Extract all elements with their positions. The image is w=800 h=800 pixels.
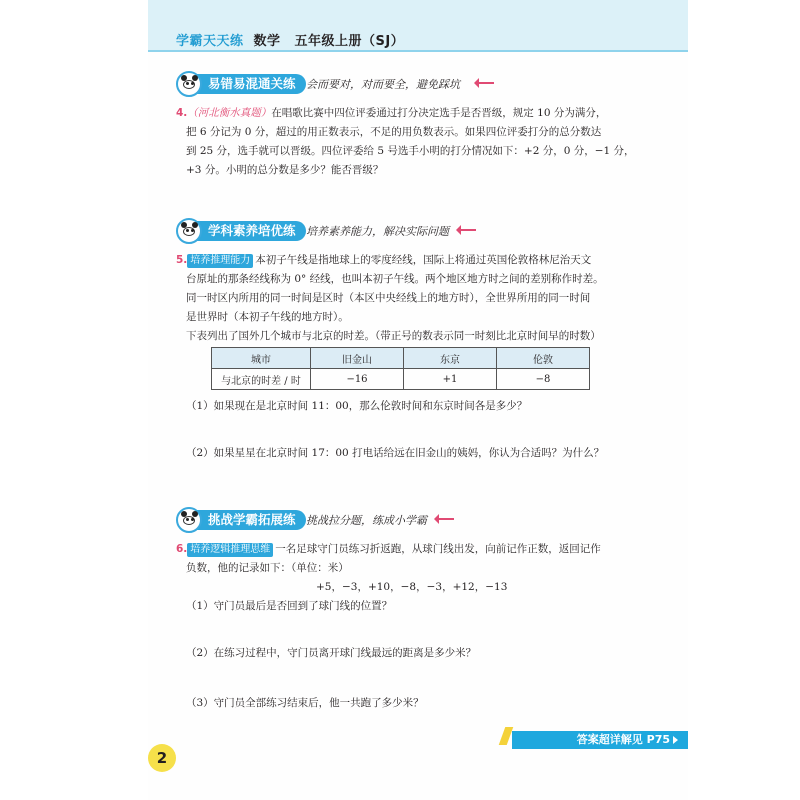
sub-question: （2）在练习过程中，守门员离开球门线最远的距离是多少米？: [186, 647, 477, 659]
table-cell: −8: [497, 369, 590, 390]
question-text-line: 本初子午线是指地球上的零度经线，国际上将通过英国伦敦格林尼治天文: [255, 254, 592, 266]
section-slogan: 挑战拉分题，练成小学霸: [306, 514, 427, 527]
question-text-line: 同一时区内所用的同一时间是区时（本区中央经线上的地方时），全世界所用的同一时间: [186, 292, 591, 304]
table-header-cell: 伦敦: [497, 348, 590, 369]
question-text-line: 是世界时（本初子午线的地方时）。: [186, 311, 349, 323]
section-title: 挑战学霸拓展练: [190, 510, 306, 530]
question-text-line: 在唱歌比赛中四位评委通过打分决定选手是否晋级，规定 10 分为满分，: [271, 107, 607, 119]
question-text-line: 台原址的那条经线称为 0° 经线，也叫本初子午线。两个地区地方时之间的差别称作时差。: [186, 273, 604, 285]
record-values: +5，−3，+10，−8，−3，+12，−13: [316, 581, 508, 593]
arrow-left-icon: [438, 518, 454, 520]
section-slogan: 会而要对，对而要全，避免踩坑: [306, 78, 460, 91]
sub-question: （3）守门员全部练习结束后，他一共跑了多少米？: [186, 697, 424, 709]
sub-question: （2）如果星星在北京时间 17：00 打电话给远在旧金山的姨妈，你认为合适吗？为什么？: [186, 447, 605, 459]
question-text-line: +3 分。小明的总分数是多少？能否晋级？: [186, 164, 384, 176]
table-cell: −16: [311, 369, 404, 390]
section-title: 学科素养培优练: [190, 221, 306, 241]
section-title: 易错易混通关练: [190, 74, 306, 94]
page-header: [176, 30, 404, 49]
time-difference-table: [211, 347, 590, 390]
answer-hint: 答案超详解见 P75: [576, 733, 670, 746]
question-text-line: 下表列出了国外几个城市与北京的时差。（带正号的数表示同一时刻比北京时间早的时数）: [186, 330, 601, 342]
arrow-left-icon: [478, 82, 494, 84]
section-slogan: 培养素养能力，解决实际问题: [306, 225, 449, 238]
header-divider: [148, 50, 688, 52]
question-6: [176, 540, 676, 616]
table-header-cell: 东京: [404, 348, 497, 369]
question-text-line: 一名足球守门员练习折返跑，从球门线出发，向前记作正数，返回记作: [275, 543, 601, 555]
answer-reference-banner: [512, 731, 688, 749]
question-number: 5.: [176, 254, 188, 266]
table-row-label: 与北京的时差 / 时: [212, 369, 311, 390]
table-cell: +1: [404, 369, 497, 390]
table-header-cell: 旧金山: [311, 348, 404, 369]
question-source: （河北衡水真题）: [187, 107, 272, 119]
question-number: 4.: [176, 107, 188, 119]
question-5: [176, 251, 676, 346]
header-grade: 五年级上册（SJ）: [294, 34, 405, 49]
question-4: [176, 104, 676, 180]
table-header-row: [212, 348, 590, 369]
panda-mascot-icon: [176, 218, 202, 244]
question-text-line: 到 25 分，选手就可以晋级。四位评委给 5 号选手小明的打分情况如下：+2 分，0 分，−1 分，: [186, 145, 635, 157]
header-subject: 数学: [253, 34, 281, 49]
table-row: [212, 369, 590, 390]
sub-question: （1）守门员最后是否回到了球门线的位置？: [186, 600, 393, 612]
panda-mascot-icon: [176, 507, 202, 533]
panda-mascot-icon: [176, 71, 202, 97]
arrow-left-icon: [460, 229, 476, 231]
skill-tag: 培养推理能力: [187, 254, 253, 268]
header-brand: 学霸天天练: [176, 34, 244, 49]
question-text-line: 把 6 分记为 0 分，超过的用正数表示，不足的用负数表示。如果四位评委打分的总分数达: [186, 126, 602, 138]
question-text-line: 负数，他的记录如下：（单位：米）: [186, 562, 349, 574]
question-number: 6.: [176, 543, 188, 555]
play-arrow-icon: [673, 736, 678, 744]
sub-question: （1）如果现在是北京时间 11：00，那么伦敦时间和东京时间各是多少？: [186, 400, 528, 412]
table-header-cell: 城市: [212, 348, 311, 369]
page-number: 2: [148, 744, 176, 772]
skill-tag: 培养逻辑推理思维: [187, 543, 273, 557]
